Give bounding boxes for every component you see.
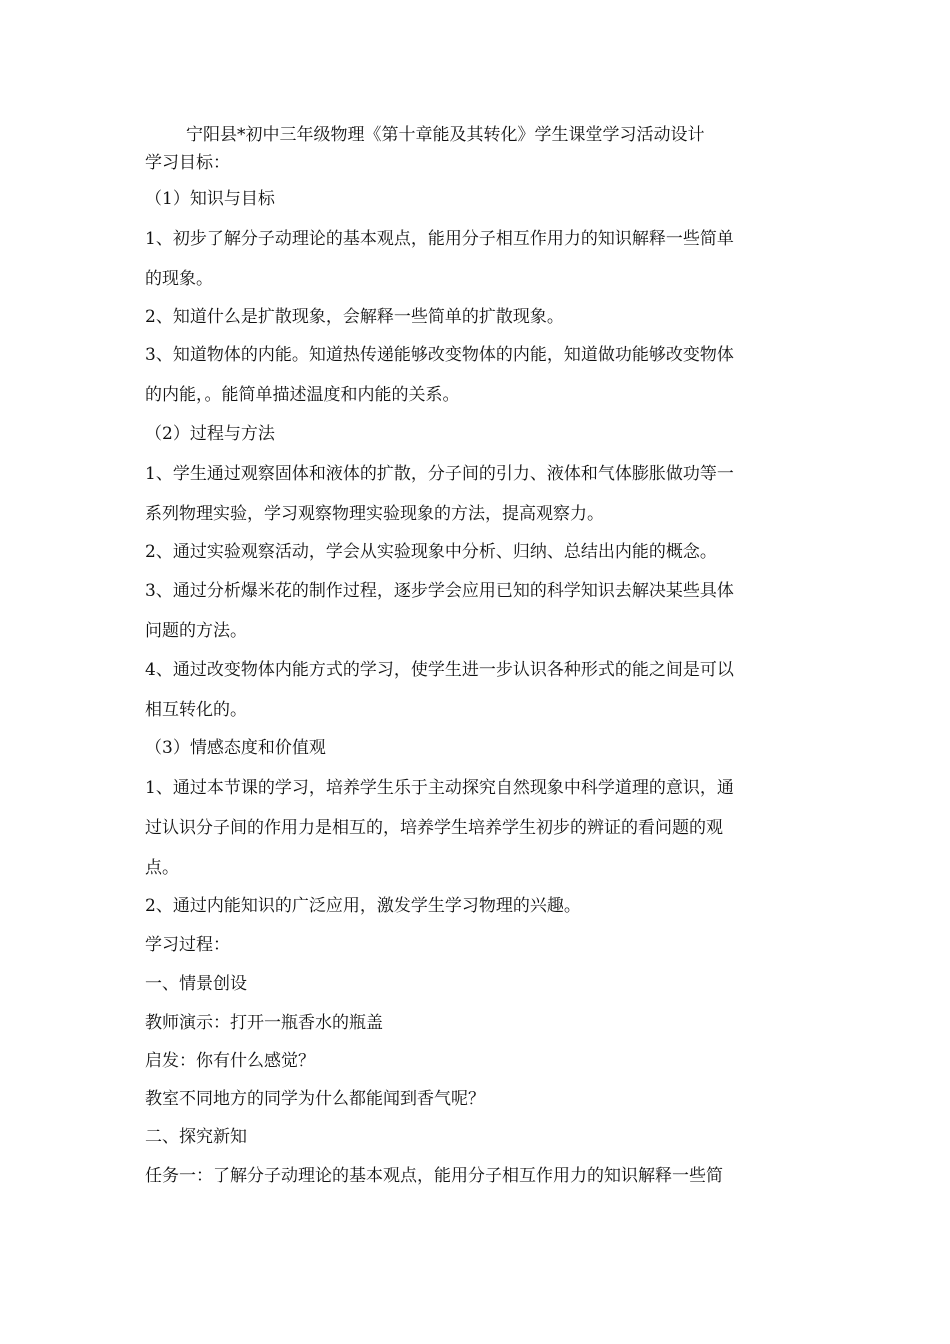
paragraph-line: 教师演示：打开一瓶香水的瓶盖 <box>145 1013 383 1033</box>
paragraph-line: 3、通过分析爆米花的制作过程，逐步学会应用已知的科学知识去解决某些具体 <box>145 581 734 601</box>
paragraph-line: 2、通过内能知识的广泛应用，激发学生学习物理的兴趣。 <box>145 896 581 916</box>
subsection-heading: （3）情感态度和价值观 <box>145 738 326 758</box>
paragraph-line: 教室不同地方的同学为什么都能闻到香气呢？ <box>145 1089 485 1109</box>
paragraph-line: 启发：你有什么感觉？ <box>145 1051 315 1071</box>
paragraph-line: 问题的方法。 <box>145 621 247 641</box>
paragraph-line: 过认识分子间的作用力是相互的，培养学生培养学生初步的辨证的看问题的观 <box>145 818 723 838</box>
paragraph-line: 的现象。 <box>145 269 213 289</box>
subsection-heading: （2）过程与方法 <box>145 424 275 444</box>
paragraph-line: 任务一：了解分子动理论的基本观点，能用分子相互作用力的知识解释一些简 <box>145 1166 723 1186</box>
section-heading: 学习目标： <box>145 153 230 173</box>
paragraph-line: 1、学生通过观察固体和液体的扩散，分子间的引力、液体和气体膨胀做功等一 <box>145 464 734 484</box>
section-heading: 二、探究新知 <box>145 1127 247 1147</box>
section-heading: 一、情景创设 <box>145 974 247 994</box>
paragraph-line: 的内能，。能简单描述温度和内能的关系。 <box>145 385 460 405</box>
paragraph-line: 系列物理实验，学习观察物理实验现象的方法，提高观察力。 <box>145 504 604 524</box>
paragraph-line: 1、通过本节课的学习，培养学生乐于主动探究自然现象中科学道理的意识，通 <box>145 778 734 798</box>
paragraph-line: 点。 <box>145 858 179 878</box>
paragraph-line: 相互转化的。 <box>145 700 247 720</box>
paragraph-line: 2、通过实验观察活动，学会从实验现象中分析、归纳、总结出内能的概念。 <box>145 542 717 562</box>
paragraph-line: 2、知道什么是扩散现象，会解释一些简单的扩散现象。 <box>145 307 564 327</box>
paragraph-line: 3、知道物体的内能。知道热传递能够改变物体的内能，知道做功能够改变物体 <box>145 345 734 365</box>
section-heading: 学习过程： <box>145 935 230 955</box>
subsection-heading: （1）知识与目标 <box>145 189 275 209</box>
paragraph-line: 4、通过改变物体内能方式的学习，使学生进一步认识各种形式的能之间是可以 <box>145 660 734 680</box>
document-title: 宁阳县*初中三年级物理《第十章能及其转化》学生课堂学习活动设计 <box>186 125 705 145</box>
paragraph-line: 1、初步了解分子动理论的基本观点，能用分子相互作用力的知识解释一些简单 <box>145 229 734 249</box>
